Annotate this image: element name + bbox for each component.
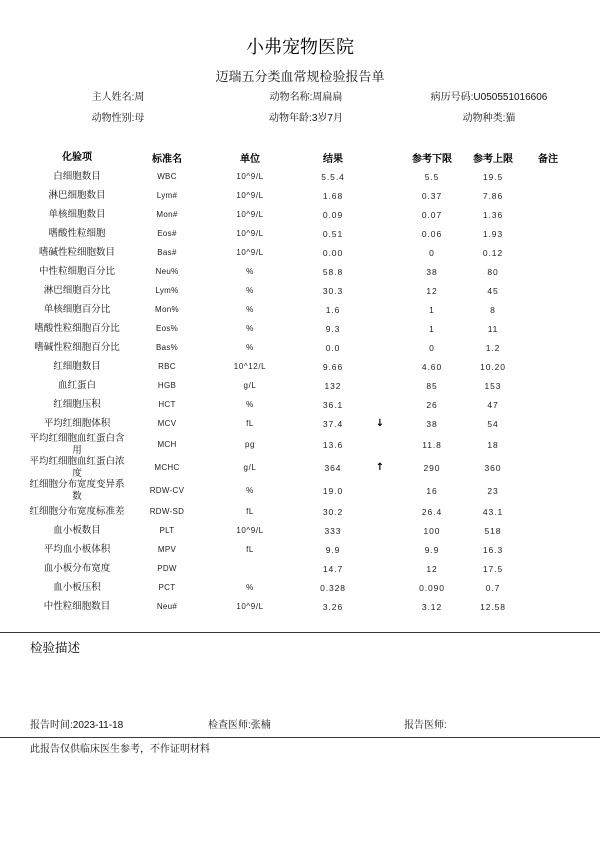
item-result: 364 [324, 462, 342, 473]
item-ref-low: 0 [429, 342, 435, 353]
item-ref-low: 0.37 [421, 190, 443, 201]
item-ref-low: 290 [423, 462, 441, 473]
item-code: WBC [157, 172, 177, 181]
owner-name-label: 主人姓名: [91, 92, 135, 103]
column-header-unit: 单位 [240, 154, 260, 165]
item-result: 30.2 [322, 506, 344, 517]
table-row [0, 456, 600, 479]
item-name: 嗜碱性粒细胞数目 [38, 246, 115, 258]
item-code: HGB [157, 381, 177, 390]
section-divider [0, 632, 600, 633]
item-ref-low: 26 [426, 399, 438, 410]
owner-name-value: 周 [134, 92, 145, 103]
item-ref-low: 0 [429, 247, 435, 258]
table-row [0, 395, 600, 414]
record-number-label: 病历号码: [430, 92, 474, 103]
item-code: RDW-CV [149, 486, 185, 495]
item-ref-high: 1.36 [482, 209, 504, 220]
item-unit: pg [244, 440, 256, 449]
item-ref-high: 11 [487, 323, 499, 334]
examiner-field [208, 719, 271, 733]
table-row [0, 205, 600, 224]
column-header-ref-low: 参考下限 [412, 154, 452, 165]
item-result: 0.51 [322, 228, 344, 239]
column-header-remark: 备注 [538, 154, 558, 165]
item-ref-high: 18 [487, 439, 499, 450]
pet-age-field [206, 112, 406, 126]
item-unit: g/L [243, 463, 257, 472]
item-ref-high: 153 [484, 380, 502, 391]
examiner-label: 检查医师: [208, 720, 251, 731]
table-row [0, 262, 600, 281]
item-unit: % [246, 343, 254, 352]
item-ref-low: 38 [426, 418, 438, 429]
item-name: 红细胞压积 [53, 398, 101, 410]
item-ref-low: 3.12 [421, 601, 443, 612]
item-result: 19.0 [322, 485, 344, 496]
table-row [0, 578, 600, 597]
item-code: MCV [157, 419, 177, 428]
item-name: 平均红细胞血红蛋白含用 [29, 433, 125, 456]
table-row [0, 479, 600, 502]
report-time-field [30, 719, 123, 733]
pet-species-value: 猫 [505, 113, 516, 124]
item-name: 平均红细胞血红蛋白浓度 [29, 456, 125, 479]
item-ref-high: 518 [484, 525, 502, 536]
item-unit: % [246, 324, 254, 333]
up-arrow-icon: ↑ [375, 462, 385, 473]
item-code: Neu# [156, 602, 178, 611]
item-name: 嗜酸性粒细胞 [48, 227, 106, 239]
item-name: 中性粒细胞百分比 [38, 265, 115, 277]
item-unit: % [246, 305, 254, 314]
item-unit: fL [246, 545, 254, 554]
record-number-field [404, 91, 574, 105]
patient-info-row [0, 91, 600, 105]
item-unit: 10^9/L [236, 229, 264, 238]
item-result: 0.09 [322, 209, 344, 220]
item-code: RBC [158, 362, 176, 371]
table-row [0, 376, 600, 395]
item-result: 58.8 [322, 266, 344, 277]
item-unit: % [246, 400, 254, 409]
item-name: 红细胞分布宽度变异系数 [29, 479, 125, 502]
item-ref-high: 1.93 [482, 228, 504, 239]
down-arrow-icon: ↓ [375, 418, 385, 429]
table-row [0, 357, 600, 376]
reporter-field [404, 719, 447, 733]
item-code: PDW [157, 564, 177, 573]
item-code: HCT [158, 400, 176, 409]
table-row [0, 243, 600, 262]
item-result: 14.7 [322, 563, 344, 574]
table-row [0, 338, 600, 357]
item-code: PCT [158, 583, 176, 592]
item-unit: 10^12/L [233, 362, 267, 371]
table-row [0, 224, 600, 243]
table-row [0, 281, 600, 300]
item-unit [205, 559, 295, 578]
table-row [0, 167, 600, 186]
item-code: Eos% [155, 324, 179, 333]
reporter-label: 报告医师: [404, 720, 447, 731]
item-code: PLT [159, 526, 175, 535]
item-result: 13.6 [322, 439, 344, 450]
patient-info-row [0, 112, 600, 126]
footer-divider [0, 737, 600, 738]
item-result: 9.3 [325, 323, 341, 334]
item-ref-high: 80 [487, 266, 499, 277]
item-name: 淋巴细胞数目 [48, 189, 106, 201]
item-result: 1.68 [322, 190, 344, 201]
item-unit: % [246, 486, 254, 495]
pet-sex-label: 动物性别: [91, 113, 135, 124]
item-code: MPV [157, 545, 177, 554]
item-unit: 10^9/L [236, 526, 264, 535]
item-ref-low: 85 [426, 380, 438, 391]
item-name: 单核细胞百分比 [43, 303, 111, 315]
description-heading: 检验描述 [30, 641, 81, 655]
item-unit: fL [246, 419, 254, 428]
item-ref-low: 26.4 [421, 506, 443, 517]
report-time-label: 报告时间: [30, 720, 73, 731]
item-ref-low: 5.5 [424, 171, 440, 182]
item-ref-low: 16 [426, 485, 438, 496]
item-code: Bas# [157, 248, 177, 257]
item-ref-high: 45 [487, 285, 499, 296]
pet-name-value: 周扁扁 [312, 92, 343, 103]
item-name: 血小板数目 [53, 524, 101, 536]
item-ref-high: 23 [487, 485, 499, 496]
item-ref-low: 9.9 [424, 544, 440, 555]
item-ref-high: 1.2 [485, 342, 501, 353]
column-header-code: 标准名 [152, 154, 182, 165]
item-result: 132 [324, 380, 342, 391]
item-ref-high: 54 [487, 418, 499, 429]
report-title: 迈瑞五分类血常规检验报告单 [215, 69, 385, 84]
item-ref-low: 0.090 [419, 582, 445, 593]
table-row [0, 300, 600, 319]
item-ref-high: 16.3 [482, 544, 504, 555]
item-ref-low: 0.06 [421, 228, 443, 239]
item-code: Neu% [155, 267, 179, 276]
item-name: 嗜碱性粒细胞百分比 [34, 341, 120, 353]
item-code: RDW-SD [149, 507, 185, 516]
item-name: 平均红细胞体积 [43, 417, 111, 429]
item-ref-low: 0.07 [421, 209, 443, 220]
item-code: Lym% [155, 286, 179, 295]
hospital-name: 小弗宠物医院 [246, 37, 354, 57]
item-ref-high: 8 [490, 304, 496, 315]
item-unit: 10^9/L [236, 172, 264, 181]
item-name: 血小板分布宽度 [43, 562, 111, 574]
item-name: 淋巴细胞百分比 [43, 284, 111, 296]
item-result: 9.9 [325, 544, 341, 555]
item-ref-low: 11.8 [422, 439, 442, 450]
record-number-value: U050551016606 [473, 92, 548, 103]
item-ref-high: 360 [484, 462, 502, 473]
item-ref-high: 7.86 [482, 190, 504, 201]
pet-name-label: 动物名称: [269, 92, 313, 103]
item-name: 白细胞数目 [53, 170, 101, 182]
item-unit: % [246, 583, 254, 592]
item-name: 中性粒细胞数目 [43, 600, 111, 612]
table-row [0, 502, 600, 521]
item-name: 单核细胞数目 [48, 208, 106, 220]
table-row [0, 521, 600, 540]
item-code: Eos# [157, 229, 177, 238]
item-result: 0.00 [322, 247, 344, 258]
pet-sex-field [28, 112, 208, 126]
column-header-result: 结果 [323, 154, 343, 165]
item-ref-high: 43.1 [482, 506, 504, 517]
item-code: MCHC [154, 463, 180, 472]
pet-species-label: 动物种类: [462, 113, 506, 124]
table-header [0, 148, 600, 167]
column-header-item: 化验项 [62, 151, 92, 163]
item-code: Bas% [155, 343, 179, 352]
item-unit: g/L [243, 381, 257, 390]
item-ref-low: 12 [426, 563, 438, 574]
item-ref-low: 1 [429, 323, 435, 334]
item-unit: 10^9/L [236, 210, 264, 219]
item-name: 血小板压积 [53, 581, 101, 593]
item-name: 平均血小板体积 [43, 543, 111, 555]
item-result: 36.1 [322, 399, 344, 410]
item-name: 红细胞数目 [53, 360, 101, 372]
item-code: Mon% [155, 305, 179, 314]
item-unit: fL [246, 507, 254, 516]
pet-species-field [404, 112, 574, 126]
item-ref-high: 19.5 [482, 171, 504, 182]
item-code: MCH [157, 440, 177, 449]
item-ref-high: 17.5 [482, 563, 504, 574]
item-name: 嗜酸性粒细胞百分比 [34, 322, 120, 334]
examiner-value: 张楠 [250, 720, 271, 731]
table-row [0, 559, 600, 578]
item-unit: 10^9/L [236, 602, 264, 611]
report-time-value: 2023-11-18 [72, 720, 124, 731]
item-ref-low: 12 [426, 285, 438, 296]
item-unit: % [246, 286, 254, 295]
pet-age-value: 3岁7月 [311, 113, 343, 124]
item-ref-low: 4.60 [421, 361, 443, 372]
item-result: 0.0 [325, 342, 341, 353]
item-result: 5.5.4 [321, 171, 345, 182]
item-result: 9.66 [322, 361, 344, 372]
item-unit: 10^9/L [236, 191, 264, 200]
item-result: 37.4 [322, 418, 344, 429]
pet-name-field [206, 91, 406, 105]
item-unit: % [246, 267, 254, 276]
item-name: 红细胞分布宽度标准差 [29, 505, 125, 517]
item-ref-low: 38 [426, 266, 438, 277]
disclaimer-text: 此报告仅供临床医生参考，不作证明材料 [30, 744, 210, 755]
item-ref-high: 47 [487, 399, 499, 410]
pet-sex-value: 母 [134, 113, 145, 124]
item-ref-high: 10.20 [480, 361, 506, 372]
item-result: 0.328 [320, 582, 346, 593]
table-row [0, 540, 600, 559]
owner-name-field [28, 91, 208, 105]
table-row [0, 186, 600, 205]
results-table [0, 148, 600, 616]
item-ref-low: 1 [429, 304, 435, 315]
table-row [0, 414, 600, 433]
pet-age-label: 动物年龄: [269, 113, 312, 124]
table-row [0, 319, 600, 338]
item-ref-high: 12.58 [480, 601, 506, 612]
table-row [0, 433, 600, 456]
item-result: 3.26 [322, 601, 344, 612]
item-unit: 10^9/L [236, 248, 264, 257]
item-ref-high: 0.7 [485, 582, 501, 593]
item-code: Lym# [156, 191, 178, 200]
item-result: 30.3 [322, 285, 344, 296]
item-ref-low: 100 [423, 525, 441, 536]
column-header-ref-high: 参考上限 [473, 154, 513, 165]
item-result: 333 [324, 525, 342, 536]
item-name: 血红蛋白 [57, 379, 96, 391]
table-row [0, 597, 600, 616]
item-ref-high: 0.12 [482, 247, 504, 258]
item-code: Mon# [156, 210, 178, 219]
item-result: 1.6 [325, 304, 341, 315]
